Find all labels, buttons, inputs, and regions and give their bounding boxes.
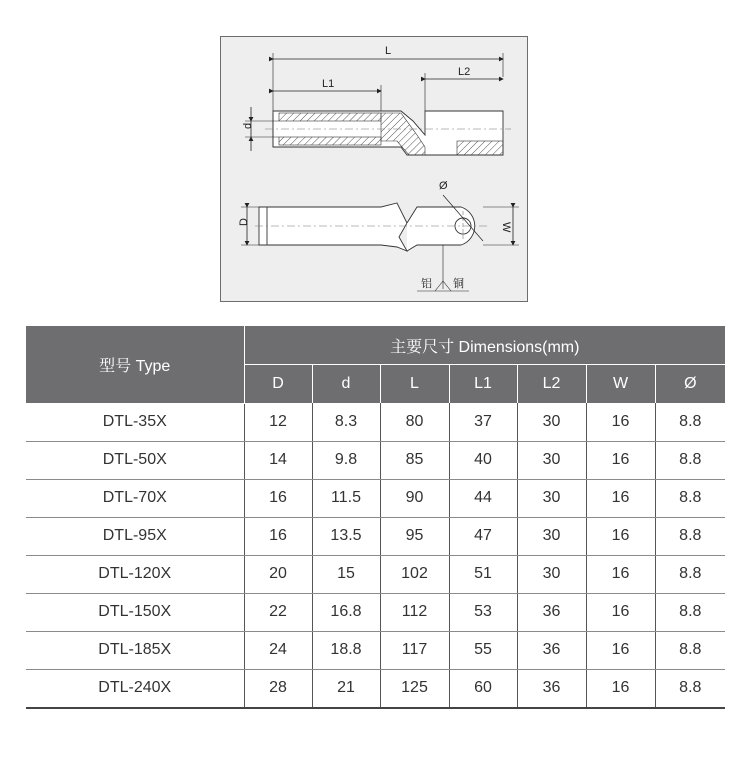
column-header: Ø	[655, 365, 725, 404]
model-cell: DTL-35X	[26, 403, 244, 441]
dimension-cell: 16	[244, 479, 312, 517]
dimension-cell: 30	[517, 479, 586, 517]
dimension-cell: 16	[586, 403, 655, 441]
dimension-cell: 13.5	[312, 517, 380, 555]
table-row	[26, 517, 725, 555]
model-type-header: 型号 Type	[26, 326, 244, 403]
label-copper: 铜	[453, 278, 464, 290]
model-cell: DTL-120X	[26, 555, 244, 593]
dimension-cell: 12	[244, 403, 312, 441]
plan-view	[238, 180, 519, 291]
dimension-cell: 8.8	[655, 441, 725, 479]
dimensions-table	[26, 326, 725, 709]
dimension-cell: 16	[586, 517, 655, 555]
dimension-cell: 85	[380, 441, 449, 479]
dimension-cell: 102	[380, 555, 449, 593]
model-cell: DTL-150X	[26, 593, 244, 631]
dim-label-L: L	[385, 45, 392, 57]
dimension-cell: 28	[244, 669, 312, 708]
dimension-cell: 8.8	[655, 631, 725, 669]
table-row	[26, 669, 725, 708]
dimension-cell: 80	[380, 403, 449, 441]
table-row	[26, 441, 725, 479]
model-cell: DTL-70X	[26, 479, 244, 517]
dimension-cell: 95	[380, 517, 449, 555]
column-header: L	[380, 365, 449, 404]
dimension-cell: 125	[380, 669, 449, 708]
dimension-cell: 51	[449, 555, 517, 593]
section-view	[242, 45, 511, 155]
model-cell: DTL-240X	[26, 669, 244, 708]
dimension-cell: 30	[517, 555, 586, 593]
dimension-cell: 30	[517, 441, 586, 479]
column-header: D	[244, 365, 312, 404]
dimension-cell: 37	[449, 403, 517, 441]
dimension-cell: 11.5	[312, 479, 380, 517]
dimension-cell: 53	[449, 593, 517, 631]
dimension-cell: 8.8	[655, 555, 725, 593]
dim-label-W: W	[500, 222, 512, 233]
dimension-cell: 16	[586, 555, 655, 593]
dimension-cell: 18.8	[312, 631, 380, 669]
column-header: L2	[517, 365, 586, 404]
model-cell: DTL-185X	[26, 631, 244, 669]
dimension-cell: 8.8	[655, 403, 725, 441]
dimension-cell: 8.8	[655, 669, 725, 708]
dimension-cell: 47	[449, 517, 517, 555]
dimension-cell: 36	[517, 631, 586, 669]
table-row	[26, 403, 725, 441]
dimension-cell: 16.8	[312, 593, 380, 631]
label-aluminum: 铝	[421, 278, 432, 290]
cable-lug-drawing	[221, 37, 527, 301]
technical-drawing	[220, 36, 528, 302]
model-cell: DTL-50X	[26, 441, 244, 479]
dimension-cell: 8.8	[655, 479, 725, 517]
dim-label-d: d	[242, 122, 254, 129]
dimension-cell: 55	[449, 631, 517, 669]
column-header: L1	[449, 365, 517, 404]
dimension-cell: 36	[517, 669, 586, 708]
dimension-cell: 8.3	[312, 403, 380, 441]
dimensions-group-header: 主要尺寸 Dimensions(mm)	[244, 326, 725, 365]
dimension-cell: 8.8	[655, 517, 725, 555]
dimension-cell: 16	[244, 517, 312, 555]
dimension-cell: 15	[312, 555, 380, 593]
dimension-cell: 14	[244, 441, 312, 479]
dimension-cell: 16	[586, 593, 655, 631]
dimension-cell: 44	[449, 479, 517, 517]
dimension-cell: 16	[586, 479, 655, 517]
dim-label-L1: L1	[322, 78, 335, 90]
model-cell: DTL-95X	[26, 517, 244, 555]
dimension-cell: 90	[380, 479, 449, 517]
dimension-cell: 117	[380, 631, 449, 669]
dimension-cell: 60	[449, 669, 517, 708]
dimension-cell: 20	[244, 555, 312, 593]
column-header: W	[586, 365, 655, 404]
dimension-cell: 36	[517, 593, 586, 631]
dim-label-L2: L2	[458, 66, 471, 78]
dimension-cell: 30	[517, 403, 586, 441]
dimension-cell: 9.8	[312, 441, 380, 479]
dimension-cell: 16	[586, 631, 655, 669]
column-header: d	[312, 365, 380, 404]
dimension-cell: 40	[449, 441, 517, 479]
dimension-cell: 24	[244, 631, 312, 669]
dim-label-D: D	[238, 218, 250, 226]
dimension-cell: 8.8	[655, 593, 725, 631]
dimension-cell: 22	[244, 593, 312, 631]
dimension-cell: 21	[312, 669, 380, 708]
table-row	[26, 479, 725, 517]
dimension-cell: 112	[380, 593, 449, 631]
table-row	[26, 631, 725, 669]
dimension-cell: 16	[586, 669, 655, 708]
dimension-cell: 30	[517, 517, 586, 555]
table-row	[26, 555, 725, 593]
dim-label-phi: Ø	[439, 180, 448, 192]
table-row	[26, 593, 725, 631]
dimension-cell: 16	[586, 441, 655, 479]
